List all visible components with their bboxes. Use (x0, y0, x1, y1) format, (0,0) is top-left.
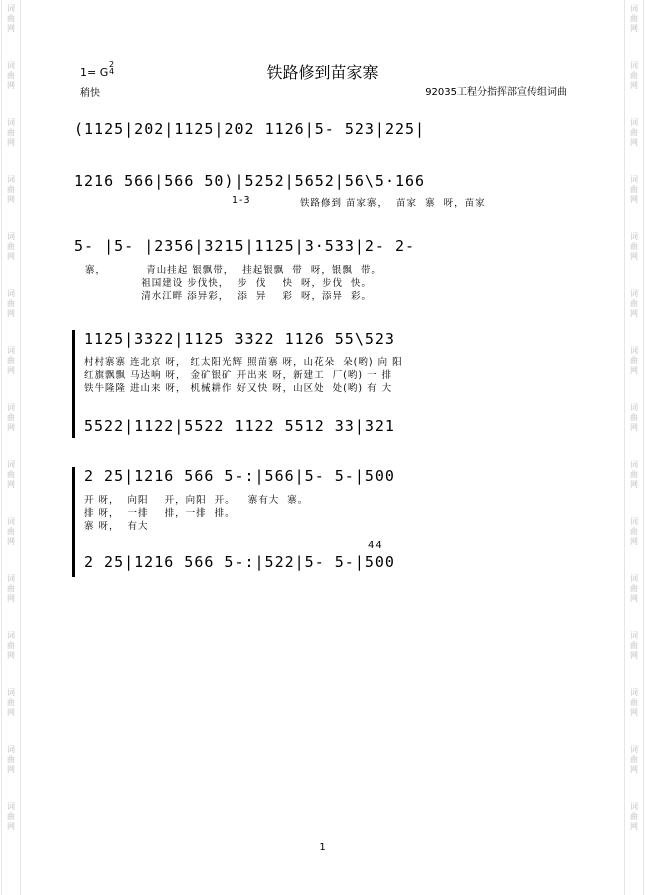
watermark-glyph: 网 (7, 81, 15, 90)
watermark-glyph: 曲 (7, 128, 15, 137)
watermark-glyph: 曲 (630, 185, 638, 194)
lyric-line-6-verse1: 开 呀， 向阳 开，向阳 开。 寨有大 寨。 (84, 495, 309, 506)
notation-line-1: (1125|202|1125|202 1126|5- 523|225| (74, 120, 426, 138)
watermark-glyph: 曲 (630, 584, 638, 593)
watermark-glyph: 词 (7, 61, 15, 70)
watermark-glyph: 网 (630, 537, 638, 546)
watermark-glyph: 网 (630, 708, 638, 717)
watermark-glyph: 曲 (630, 413, 638, 422)
watermark-glyph: 曲 (7, 812, 15, 821)
watermark-glyph: 曲 (7, 71, 15, 80)
watermark-glyph: 词 (7, 232, 15, 241)
watermark-glyph: 网 (630, 366, 638, 375)
watermark-glyph: 曲 (7, 185, 15, 194)
watermark-glyph: 网 (7, 24, 15, 33)
watermark-glyph: 词 (630, 460, 638, 469)
watermark-glyph: 词 (630, 517, 638, 526)
watermark-glyph: 网 (7, 594, 15, 603)
watermark-glyph: 曲 (7, 242, 15, 251)
lyric-line-4-verse2: 红旗飘飘 马达响 呀， 金矿银矿 开出来 呀，新建工 厂(哟) 一 排 (84, 370, 393, 381)
watermark-glyph: 曲 (630, 470, 638, 479)
watermark-glyph: 曲 (630, 128, 638, 137)
meter-bottom: 4 (109, 67, 115, 76)
system-bracket-1 (72, 330, 75, 438)
watermark-glyph: 词 (7, 4, 15, 13)
watermark-glyph: 网 (7, 822, 15, 831)
watermark-glyph: 词 (7, 346, 15, 355)
watermark-glyph: 词 (630, 688, 638, 697)
watermark-glyph: 曲 (630, 14, 638, 23)
key-signature: 1= G (80, 66, 109, 79)
watermark-glyph: 网 (630, 309, 638, 318)
notation-line-2: 1216 566|566 50)|5252|5652|56\5·166 (74, 172, 426, 190)
watermark-glyph: 网 (7, 651, 15, 660)
watermark-glyph: 词 (7, 175, 15, 184)
meter-top: 2 (109, 60, 115, 69)
watermark-glyph: 网 (630, 822, 638, 831)
watermark-glyph: 曲 (630, 698, 638, 707)
watermark-glyph: 词 (7, 460, 15, 469)
watermark-glyph: 网 (630, 252, 638, 261)
watermark-glyph: 曲 (7, 299, 15, 308)
watermark-glyph: 网 (7, 537, 15, 546)
watermark-glyph: 曲 (7, 14, 15, 23)
watermark-glyph: 词 (630, 346, 638, 355)
watermark-glyph: 词 (630, 4, 638, 13)
notation-line-7: 2 25|1216 566 5-:|522|5- 5-|500 (84, 553, 395, 571)
watermark-glyph: 曲 (7, 698, 15, 707)
watermark-glyph: 词 (630, 403, 638, 412)
page-number: 1 (319, 842, 326, 853)
watermark-glyph: 网 (7, 366, 15, 375)
watermark-glyph: 网 (7, 480, 15, 489)
watermark-glyph: 词 (630, 574, 638, 583)
watermark-glyph: 曲 (630, 299, 638, 308)
watermark-glyph: 词 (630, 745, 638, 754)
lyric-line-2b: 铁路修到 苗家寨， 苗家 寨 呀，苗家 (300, 198, 486, 209)
watermark-glyph: 网 (7, 309, 15, 318)
song-title: 铁路修到苗家寨 (266, 63, 379, 82)
watermark-glyph: 词 (630, 289, 638, 298)
watermark-strip-left (1, 0, 21, 895)
watermark-glyph: 曲 (7, 356, 15, 365)
watermark-glyph: 词 (7, 289, 15, 298)
watermark-glyph: 网 (7, 252, 15, 261)
notation-line-3: 5- |5- |2356|3215|1125|3·533|2- 2- (74, 237, 416, 255)
watermark-glyph: 网 (630, 651, 638, 660)
watermark-glyph: 词 (7, 745, 15, 754)
notation-line-5: 5522|1122|5522 1122 5512 33|321 (84, 417, 395, 435)
watermark-glyph: 曲 (7, 413, 15, 422)
watermark-glyph: 词 (7, 403, 15, 412)
watermark-glyph: 曲 (630, 641, 638, 650)
watermark-glyph: 曲 (7, 755, 15, 764)
lyric-line-6-verse2: 排 呀， 一排 排，一排 排。 (84, 508, 236, 519)
harmony-upper-notes: 44 (368, 540, 383, 551)
watermark-glyph: 词 (630, 802, 638, 811)
watermark-glyph: 词 (630, 175, 638, 184)
lyric-line-2a: 1-3 (232, 195, 251, 206)
watermark-glyph: 网 (7, 708, 15, 717)
watermark-glyph: 词 (7, 118, 15, 127)
lyric-line-4-verse3: 铁牛隆隆 进山来 呀， 机械耕作 好又快 呀，山区处 处(哟) 有 大 (84, 383, 393, 394)
watermark-glyph: 网 (630, 195, 638, 204)
watermark-glyph: 曲 (630, 71, 638, 80)
lyric-line-3-verse3: 清水江畔 添异彩， 添 异 彩 呀，添异 彩。 (85, 291, 373, 302)
watermark-glyph: 曲 (630, 527, 638, 536)
watermark-glyph: 网 (630, 423, 638, 432)
watermark-glyph: 曲 (630, 812, 638, 821)
watermark-glyph: 网 (7, 423, 15, 432)
watermark-glyph: 曲 (630, 242, 638, 251)
watermark-glyph: 网 (630, 480, 638, 489)
watermark-glyph: 词 (7, 688, 15, 697)
lyric-line-4-verse1: 村村寨寨 连北京 呀， 红太阳光辉 照苗寨 呀，山花朵 朵(哟) 向 阳 (84, 357, 403, 368)
watermark-strip-right (624, 0, 644, 895)
watermark-glyph: 网 (7, 138, 15, 147)
system-bracket-2 (72, 467, 75, 577)
watermark-glyph: 词 (630, 61, 638, 70)
lyric-line-3-verse2: 祖国建设 步伐快， 步 伐 快 呀，步伐 快。 (85, 278, 373, 289)
watermark-glyph: 词 (7, 574, 15, 583)
watermark-glyph: 词 (630, 631, 638, 640)
watermark-glyph: 曲 (7, 641, 15, 650)
watermark-glyph: 曲 (7, 527, 15, 536)
watermark-glyph: 词 (7, 517, 15, 526)
watermark-glyph: 词 (7, 802, 15, 811)
watermark-glyph: 曲 (630, 755, 638, 764)
notation-line-6: 2 25|1216 566 5-:|566|5- 5-|500 (84, 467, 395, 485)
watermark-glyph: 词 (630, 232, 638, 241)
lyric-line-3-verse1: 寨， 青山挂起 银飘带， 挂起银飘 带 呀，银飘 带。 (85, 265, 382, 276)
watermark-glyph: 网 (630, 594, 638, 603)
watermark-glyph: 词 (630, 118, 638, 127)
lyric-line-6-verse3: 寨 呀， 有大 (84, 521, 149, 532)
watermark-glyph: 网 (7, 765, 15, 774)
watermark-glyph: 曲 (630, 356, 638, 365)
watermark-glyph: 网 (630, 765, 638, 774)
watermark-glyph: 网 (7, 195, 15, 204)
watermark-glyph: 曲 (7, 470, 15, 479)
author-credit: 92035工程分指挥部宣传组词曲 (425, 87, 567, 98)
watermark-glyph: 网 (630, 138, 638, 147)
tempo-marking: 稍快 (80, 88, 100, 99)
watermark-glyph: 词 (7, 631, 15, 640)
watermark-glyph: 网 (630, 24, 638, 33)
watermark-glyph: 曲 (7, 584, 15, 593)
watermark-glyph: 网 (630, 81, 638, 90)
notation-line-4: 1125|3322|1125 3322 1126 55\523 (84, 330, 395, 348)
